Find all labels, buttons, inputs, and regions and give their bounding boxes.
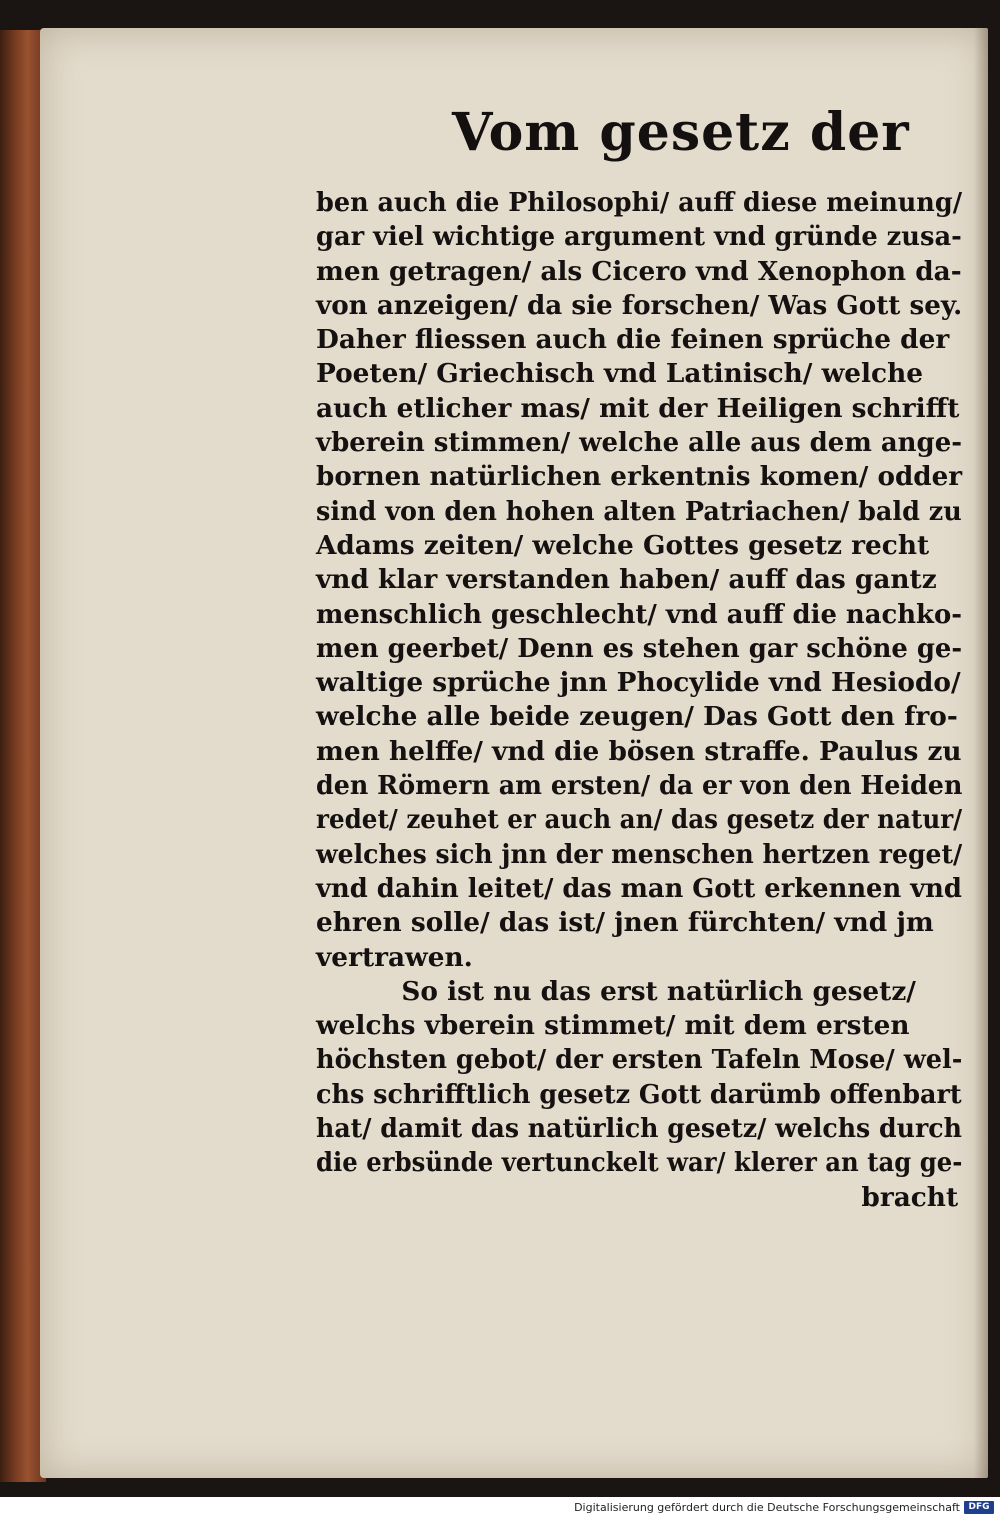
text-line: hat/ damit das natürlich gesetz/ welchs durch: [316, 1113, 962, 1145]
text-line: men helffe/ vnd die bösen straffe. Paulus zu: [316, 735, 962, 767]
text-line: men getragen/ als Cicero vnd Xenophon da-: [316, 255, 962, 287]
text-line: sind von den hohen alten Patriachen/ bald zu: [316, 495, 962, 527]
text-line: welche alle beide zeugen/ Das Gott den fro-: [316, 701, 958, 733]
text-line: ehren solle/ das ist/ jnen fürchten/ vnd jm: [316, 907, 934, 939]
page-fold-shadow: [974, 28, 988, 1478]
text-line: auch etlicher mas/ mit der Heiligen schrifft: [316, 392, 960, 424]
text-line: waltige sprüche jnn Phocylide vnd Hesiodo/: [316, 667, 961, 699]
text-line: chs schrifftlich gesetz Gott darümb offenbart: [316, 1078, 962, 1110]
page-body: [316, 186, 966, 1215]
text-line: vberein stimmen/ welche alle aus dem ange-: [316, 427, 963, 459]
text-line: redet/ zeuhet er auch an/ das gesetz der natur/: [316, 804, 963, 836]
text-line: höchsten gebot/ der ersten Tafeln Mose/ wel-: [316, 1044, 963, 1076]
text-line: vertrawen.: [316, 941, 473, 973]
text-line: welches sich jnn der menschen hertzen reget/: [316, 838, 963, 870]
text-line: men geerbet/ Denn es stehen gar schöne ge-: [316, 632, 963, 664]
text-line: Poeten/ Griechisch vnd Latinisch/ welche: [316, 358, 923, 390]
text-line: den Römern am ersten/ da er von den Heiden: [316, 770, 963, 802]
text-line: von anzeigen/ da sie forschen/ Was Gott sey.: [316, 289, 963, 321]
text-line: bornen natürlichen erkentnis komen/ odder: [316, 461, 963, 493]
text-line: vnd klar verstanden haben/ auff das gantz: [316, 564, 937, 596]
text-line: gar viel wichtige argument vnd gründe zusa-: [316, 221, 962, 253]
text-line: vnd dahin leitet/ das man Gott erkennen vnd: [316, 872, 962, 904]
text-line: welchs vberein stimmet/ mit dem ersten: [316, 1010, 910, 1042]
dfg-logo: DFG: [964, 1501, 994, 1514]
text-line: menschlich geschlecht/ vnd auff die nachko-: [316, 598, 962, 630]
funding-credit: Digitalisierung gefördert durch die Deutsche Forschungsgemeinschaft: [574, 1501, 960, 1514]
text-line: ben auch die Philosophi/ auff diese meinung/: [316, 187, 963, 218]
text-line-paragraph-start: So ist nu das erst natürlich gesetz/: [401, 975, 916, 1007]
text-line: Daher fliessen auch die feinen sprüche der: [316, 324, 950, 356]
page-header: Vom gesetz der: [452, 102, 910, 163]
text-line: die erbsünde vertunckelt war/ klerer an tag ge-: [316, 1147, 963, 1179]
catchword: bracht: [861, 1181, 959, 1213]
text-line: Adams zeiten/ welche Gottes gesetz recht: [316, 529, 930, 561]
